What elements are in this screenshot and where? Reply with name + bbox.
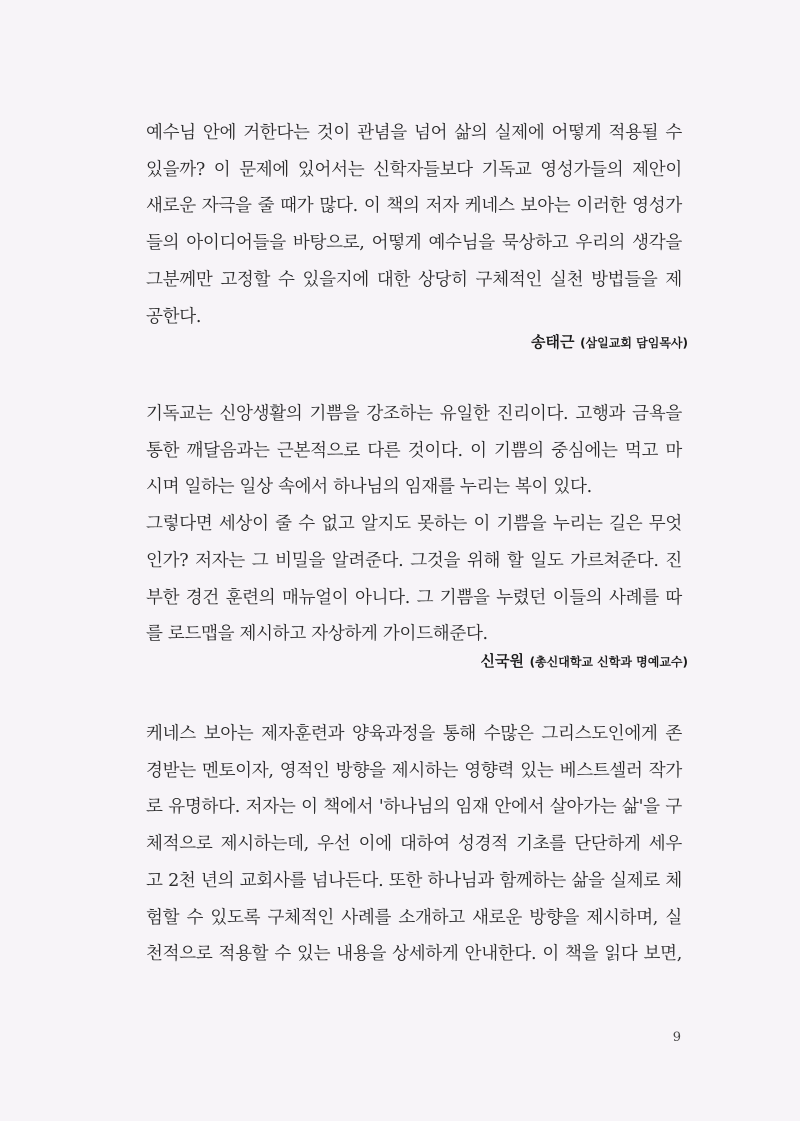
page-number: 9 [672,1030,681,1045]
text-line: 인가? 저자는 그 비밀을 알려준다. 그것을 위해 할 일도 가르쳐준다. 진 [146,550,682,571]
text-line: 시며 일하는 일상 속에서 하나님의 임재를 누리는 복이 있다. [146,477,592,498]
endorsement-paragraph-1 [146,115,682,335]
text-line: 험할 수 있도록 구체적인 사례를 소개하고 새로운 방향을 제시하며, 실 [146,907,682,928]
endorser-role: (삼일교회 담임목사) [580,336,688,350]
text-line: 고 2천 년의 교회사를 넘나든다. 또한 하나님과 함께하는 삶을 실제로 체 [146,870,682,891]
text-line: 들의 아이디어들을 바탕으로, 어떻게 예수님을 묵상하고 우리의 생각을 [146,233,682,254]
text-line: 그분께만 고정할 수 있을지에 대한 상당히 구체적인 실천 방법들을 제 [146,269,682,290]
endorser-role: (총신대학교 신학과 명예교수) [529,655,688,669]
text-line: 로 유명하다. 저자는 이 책에서 '하나님의 임재 안에서 살아가는 삶'을 구 [146,797,682,818]
text-line: 부한 경건 훈련의 매뉴얼이 아니다. 그 기쁨을 누렸던 이들의 사례를 따 [146,587,682,608]
text-line: 체적으로 제시하는데, 우선 이에 대하여 성경적 기초를 단단하게 세우 [146,834,682,855]
text-line: 공한다. [146,306,202,327]
endorser-attribution-1 [531,331,688,352]
text-line: 케네스 보아는 제자훈련과 양육과정을 통해 수많은 그리스도인에게 존 [146,724,682,744]
text-line: 새로운 자극을 줄 때가 많다. 이 책의 저자 케네스 보아는 이러한 영성가 [146,196,682,217]
text-line: 있을까? 이 문제에 있어서는 신학자들보다 기독교 영성가들의 제안이 [146,159,682,180]
endorsement-paragraph-3 [146,716,682,973]
text-line: 통한 깨달음과는 근본적으로 다른 것이다. 이 기쁨의 중심에는 먹고 마 [146,440,682,461]
text-line: 를 로드맵을 제시하고 자상하게 가이드해준다. [146,624,488,645]
text-line: 그렇다면 세상이 줄 수 없고 알지도 못하는 이 기쁨을 누리는 길은 무엇 [146,514,682,535]
text-line: 기독교는 신앙생활의 기쁨을 강조하는 유일한 진리이다. 고행과 금욕을 [146,404,682,424]
text-line: 경받는 멘토이자, 영적인 방향을 제시하는 영향력 있는 베스트셀러 작가 [146,760,682,781]
endorser-name: 신국원 [480,652,524,670]
text-line: 예수님 안에 거한다는 것이 관념을 넘어 삶의 실제에 어떻게 적용될 수 [146,123,682,143]
endorser-name: 송태근 [531,333,575,351]
endorsement-paragraph-2 [146,396,682,653]
endorser-attribution-2 [481,650,689,671]
text-line: 천적으로 적용할 수 있는 내용을 상세하게 안내한다. 이 책을 읽다 보면, [146,944,682,965]
